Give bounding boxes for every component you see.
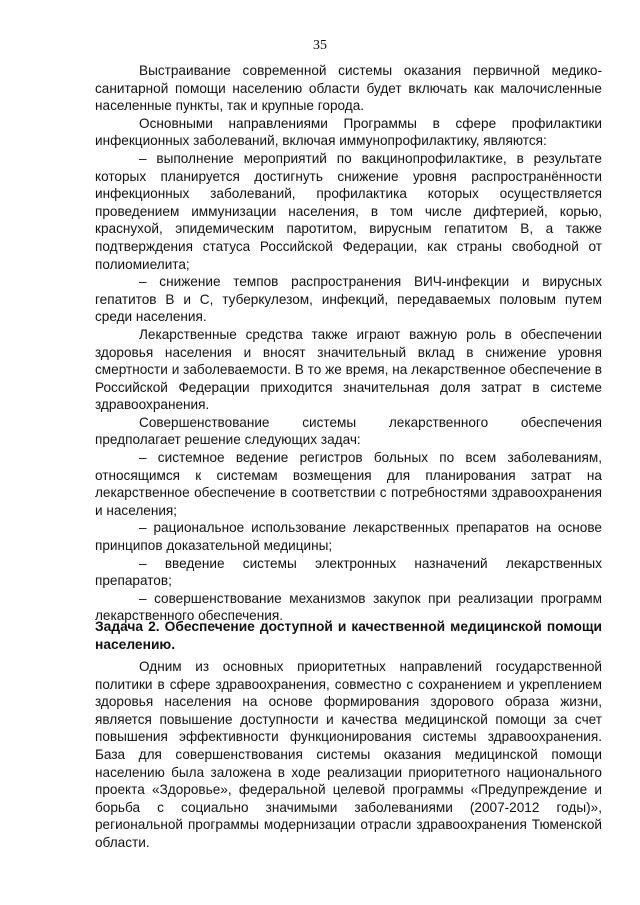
paragraph-accessibility: Одним из основных приоритетных направлений государственной политики в сфере здравоохранения, совместно с сохранением и укреплением здоровья населения на основе формирования здорового образа жизни, является повышение доступности и качества медицинской помощи за счет повышения эффективности функционирования системы здравоохранения. База для совершенствования системы оказания медицинской помощи населению была заложена в ходе реализации приоритетного национального проекта «Здоровье», федеральной целевой программы «Предупреждение и борьба с социально значимыми заболеваниями (2007-2012 годы)», региональной программы модернизации отрасли здравоохранения Тюменской области. [95,659,602,850]
section-2-text [95,658,602,852]
list-item-vaccination: – выполнение мероприятий по вакцинопрофилактике, в результате которых планируется достигнуть снижение уровня распространённости инфекционных заболеваний, профилактика которых осуществляется проведением иммунизации населения, в том числе дифтерией, корью, краснухой, эпидемическим паротитом, вирусным гепатитом В, а также подтверждения статуса Российской Федерации, как страны свободной от полиомиелита; [95,150,602,272]
paragraph-prevention-directions: Основными направлениями Программы в сфере профилактики инфекционных заболеваний, включая иммунопрофилактику, являются: [95,115,602,149]
section-heading-task-2: Задача 2. Обеспечение доступной и качественной медицинской помощи населению. [95,619,602,652]
paragraph-primary-care: Выстраивание современной системы оказания первичной медико-санитарной помощи населению области будет включать как малочисленные населенные пункты, так и крупные города. [95,63,602,114]
section-1-text [95,62,602,625]
list-item-procurement: – совершенствование механизмов закупок при реализации программ лекарственного обеспечения. [95,590,602,624]
list-item-registers: – системное ведение регистров больных по всем заболеваниям, относящимся к системам возмещения для планирования затрат на лекарственное обеспечение в соответствии с потребностями здравоохранения и населения; [95,450,602,518]
page-number: 35 [313,38,327,53]
list-item-rational-use: – рациональное использование лекарственных препаратов на основе принципов доказательной медицины; [95,520,602,554]
paragraph-medicines: Лекарственные средства также играют важную роль в обеспечении здоровья населения и вносят значительный вклад в снижение уровня смертности и заболеваемости. В то же время, на лекарственное обеспечение в Российской Федерации приходится значительная доля затрат в системе здравоохранения. [95,326,602,413]
list-item-hiv: – снижение темпов распространения ВИЧ-инфекции и вирусных гепатитов В и С, туберкулезом, инфекций, передаваемых половым путем среди населения. [95,274,602,325]
paragraph-drug-supply-tasks: Совершенствование системы лекарственного обеспечения предполагает решение следующих задач: [95,414,602,448]
list-item-e-prescriptions: – введение системы электронных назначений лекарственных препаратов; [95,555,602,589]
